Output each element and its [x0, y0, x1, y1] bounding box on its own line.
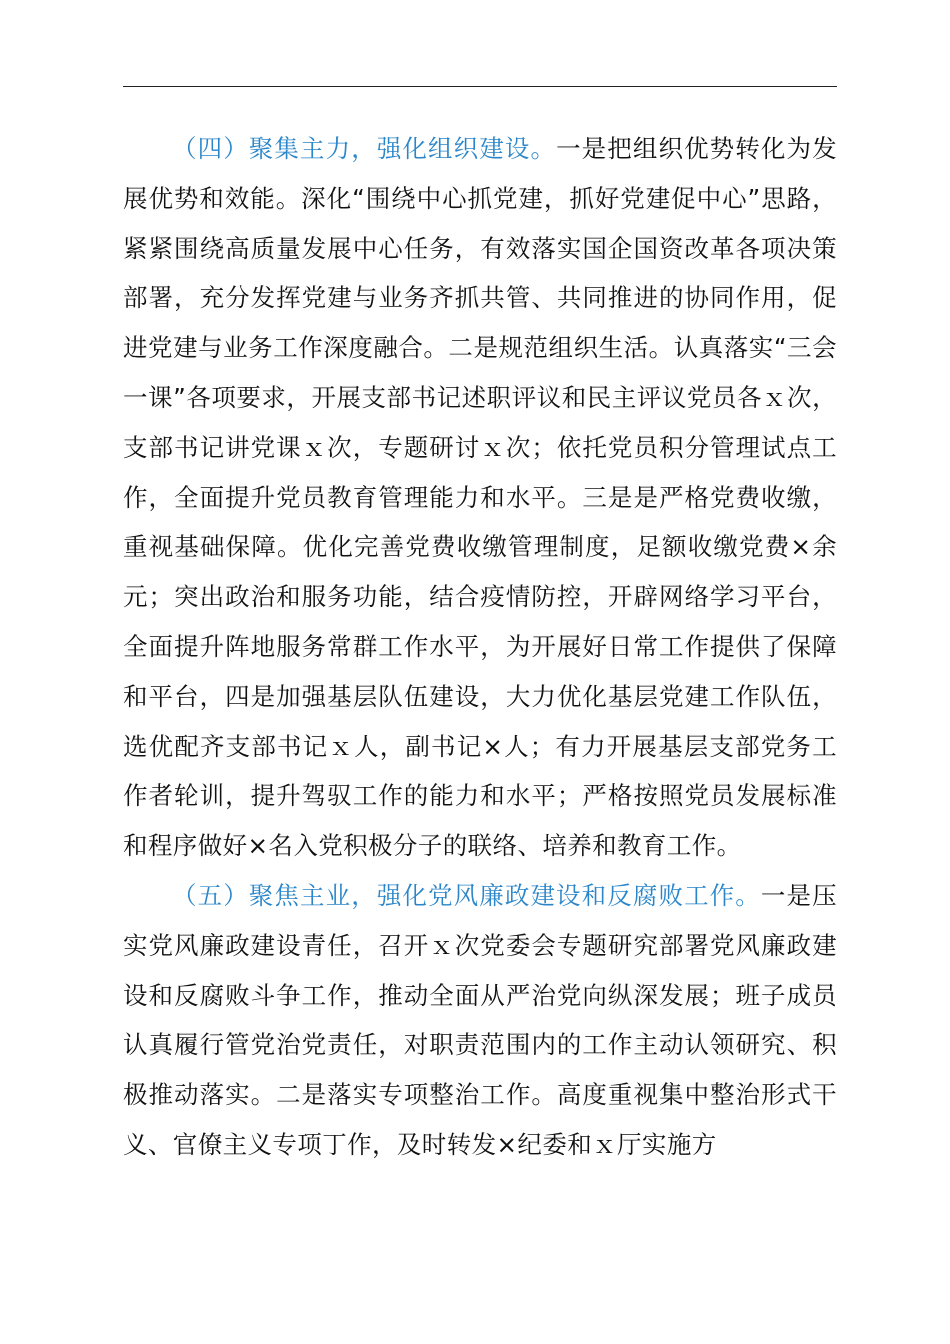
document-body: [123, 124, 837, 1170]
paragraph-5-body: 一是压实党风廉政建设青任，召开ｘ次党委会专题研究部署党风廉政建设和反腐败斗争工作，推动全面从严治党向纵深发展；班子成员认真履行管党治党责任，对职责范围内的工作主动认领研究、积极推动落实。二是落实专项整治工作。高度重视集中整治形式干义、官僚主义专项丁作，及时转发×纪委和ｘ厅实施方: [123, 880, 837, 1159]
paragraph-5-heading: （五）聚焦主业，强化党风廉政建设和反腐败工作。: [172, 880, 761, 910]
paragraph-4: [123, 124, 837, 871]
paragraph-4-heading: （四）聚集主力，强化组织建设。: [172, 134, 557, 163]
paragraph-5: [123, 871, 837, 1170]
header-rule: [123, 86, 837, 87]
paragraph-4-body: 一是把组织优势转化为发展优势和效能。深化“围绕中心抓党建，抓好党建促中心”思路，紧紧围绕高质量发展中心任务，有效落实国企国资改革各项决策部署，充分发挥党建与业务齐抓共管、共同推进的协同作用，促进党建与业务工作深度融合。二是规范组织生活。认真落实“三会一课”各项要求，开展支部书记述职评议和民主评议党员各ｘ次，支部书记讲党课ｘ次，专题研讨ｘ次；依托党员积分管理试点工作，全面提升党员教育管理能力和水平。三是是严格党费收缴，重视基础保障。优化完善党费收缴管理制度，足额收缴党费×余元；突出政治和服务功能，结合疫情防控，开辟网络学习平台，全面提升阵地服务常群工作水平，为开展好日常工作提供了保障和平台，四是加强基层队伍建设，大力优化基层党建工作队伍，选优配齐支部书记ｘ人，副书记×人；有力开展基层支部党务工作者轮训，提升驾驭工作的能力和水平；严格按照党员发展标准和程序做好×名入党积极分子的联络、培养和教育工作。: [123, 134, 837, 861]
